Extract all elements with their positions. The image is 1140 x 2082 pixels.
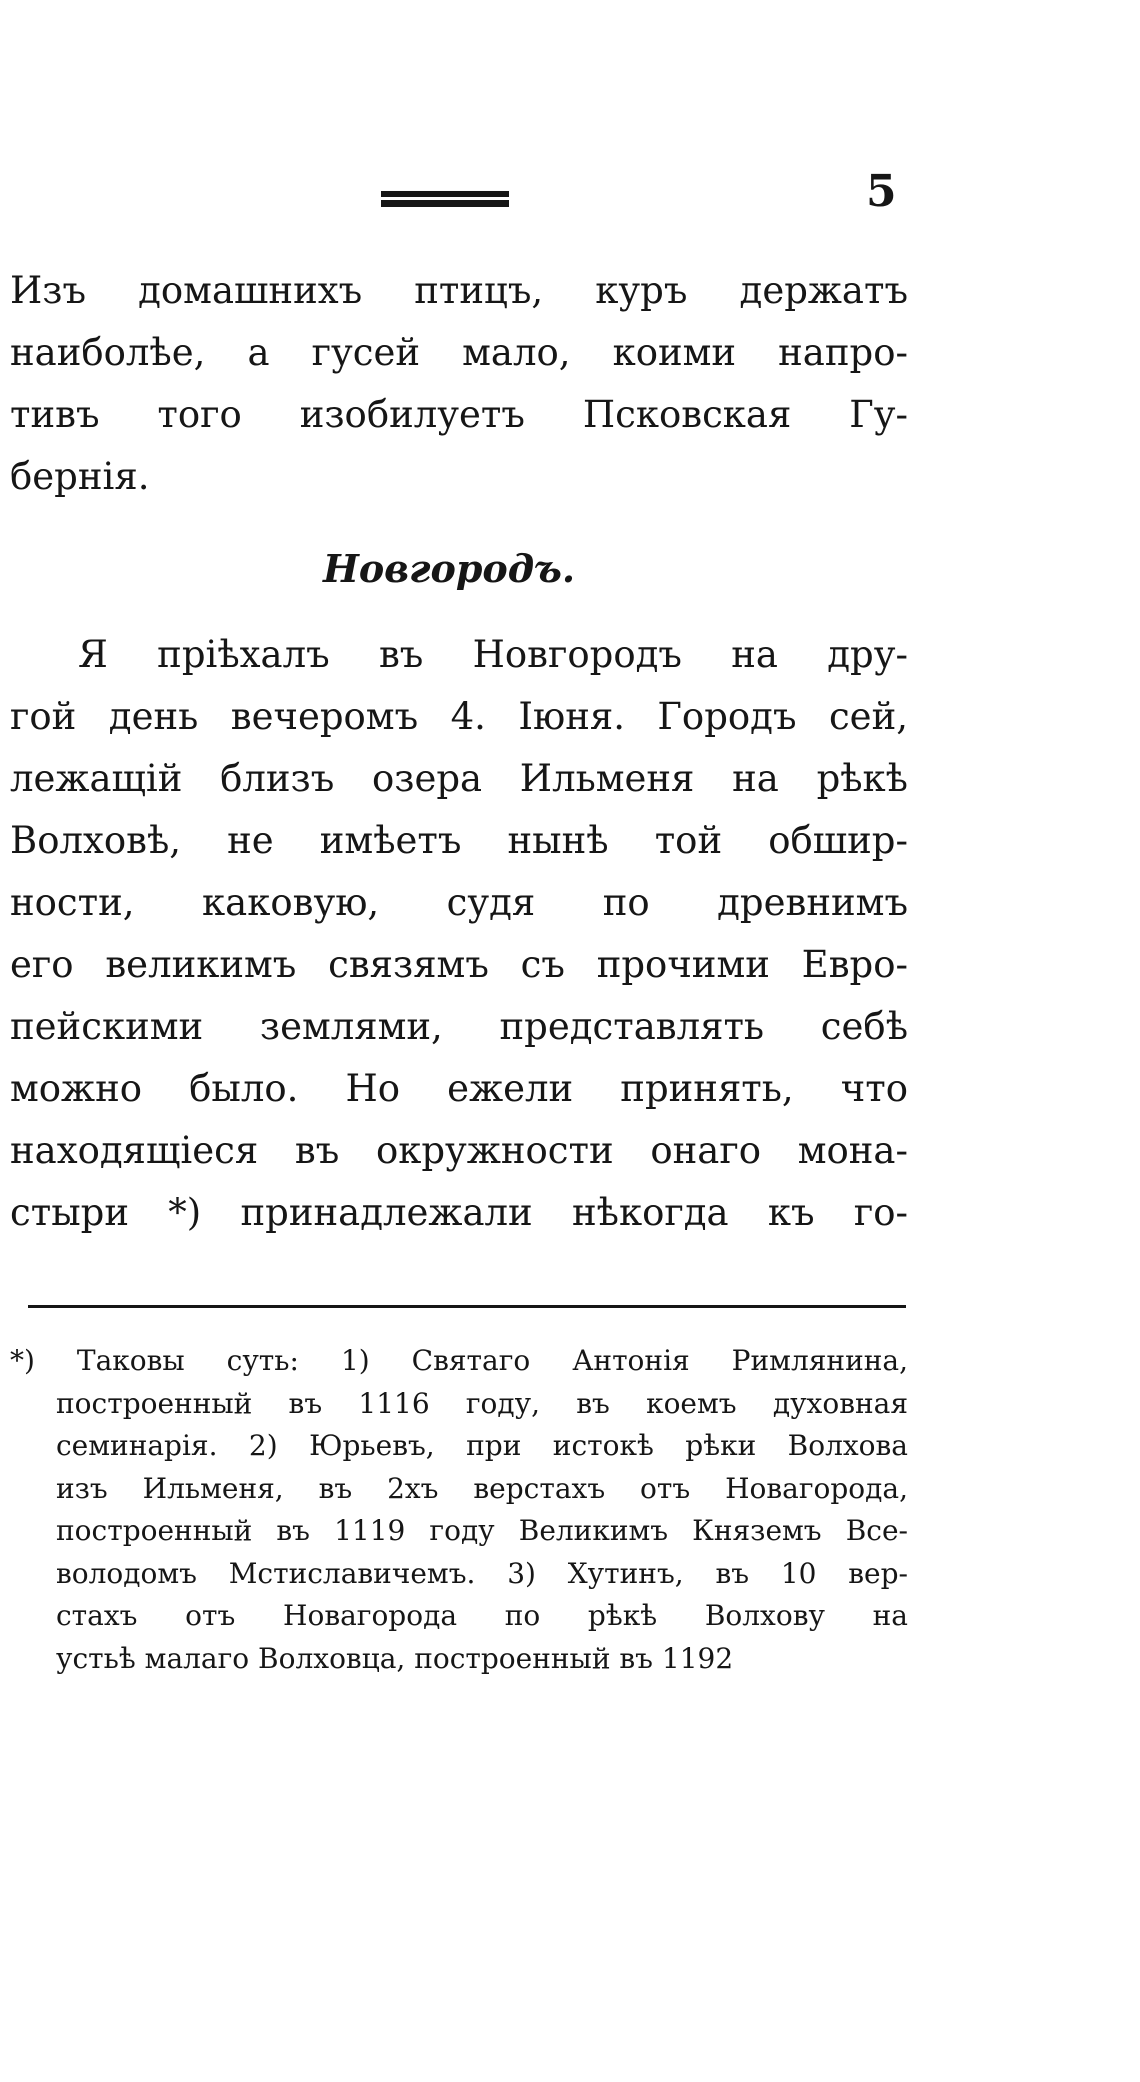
main-paragraph [10, 624, 908, 1244]
footnote [10, 1340, 908, 1680]
text-line: бернія. [10, 455, 150, 498]
text-line: Изъ домашнихъ птицъ, куръ держатъ [10, 269, 908, 312]
header-rule [381, 191, 509, 207]
footnote-line: володомъ Мстиславичемъ. 3) Хутинъ, въ 10 вер- [56, 1556, 908, 1590]
text-line: наиболѣе, а гусей мало, коими напро- [10, 331, 908, 374]
text-line: стыри *) принадлежали нѣкогда къ го- [10, 1191, 908, 1234]
footnote-line: устьѣ малаго Волховца, построенный въ 1192 [56, 1641, 734, 1675]
text-line: его великимъ связямъ съ прочими Евро- [10, 943, 908, 986]
text-line: ности, каковую, судя по древнимъ [10, 881, 908, 924]
page-number: 5 [866, 166, 897, 217]
intro-paragraph [10, 260, 908, 508]
text-line: находящіеся въ окружности онаго мона- [10, 1129, 908, 1172]
text-line: пейскими землями, представлять себѣ [10, 1005, 908, 1048]
section-heading: Новгородъ. [322, 546, 576, 591]
text-line: Волховѣ, не имѣетъ нынѣ той обшир- [10, 819, 908, 862]
text-line: лежащій близъ озера Ильменя на рѣкѣ [10, 757, 908, 800]
text-line: тивъ того изобилуетъ Псковская Гу- [10, 393, 908, 436]
text-line: Я пріѣхалъ въ Новгородъ на дру- [78, 633, 908, 676]
footnote-line: семинарія. 2) Юрьевъ, при истокѣ рѣки Волхова [56, 1429, 908, 1462]
footnote-line: стахъ отъ Новагорода по рѣкѣ Волхову на [56, 1599, 908, 1632]
text-line: можно было. Но ежели принять, что [10, 1067, 908, 1110]
text-line: гой день вечеромъ 4. Іюня. Городъ сей, [10, 695, 908, 738]
footnote-rule [28, 1305, 906, 1308]
footnote-line: изъ Ильменя, въ 2хъ верстахъ отъ Новагорода, [56, 1471, 908, 1505]
footnote-line: *) Таковы суть: 1) Святаго Антонія Римлянина, [10, 1344, 908, 1377]
footnote-line: построенный въ 1119 году Великимъ Княземъ Все- [56, 1514, 908, 1547]
footnote-line: построенный въ 1116 году, въ коемъ духовная [56, 1386, 908, 1420]
